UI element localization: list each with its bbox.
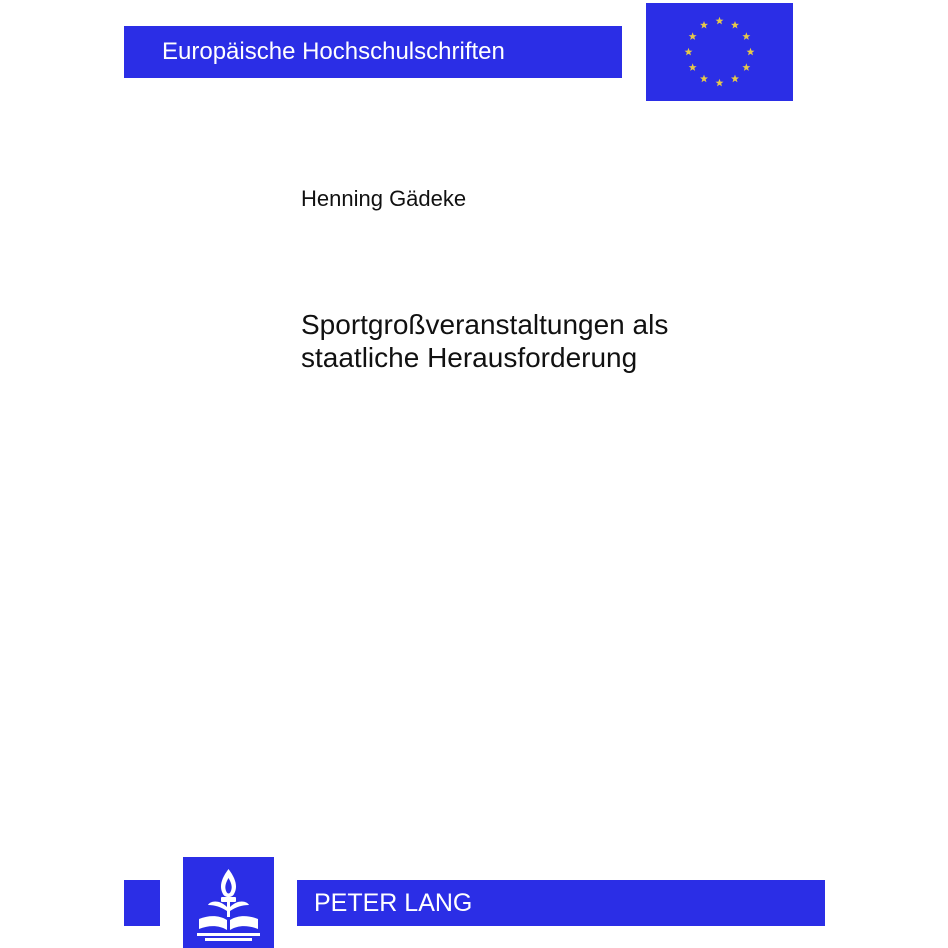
book-stand: [197, 933, 260, 936]
stem: [227, 902, 230, 917]
flame-base: [221, 897, 236, 902]
author-name: Henning Gädeke: [301, 186, 467, 211]
series-title: Europäische Hochschulschriften: [162, 38, 505, 65]
eu-stars-icon: [646, 3, 793, 101]
series-banner: [124, 26, 622, 78]
book-title-line-2: staatliche Herausforderung: [301, 342, 638, 373]
book-stand-base: [205, 938, 252, 941]
decorative-block: [124, 880, 160, 926]
publisher-logo-icon: [183, 857, 274, 948]
book-title-line-1: Sportgroßveranstaltungen als: [301, 309, 669, 340]
publisher-banner: [297, 880, 825, 926]
publisher-name: PETER LANG: [314, 889, 473, 917]
book-title: [301, 308, 668, 374]
